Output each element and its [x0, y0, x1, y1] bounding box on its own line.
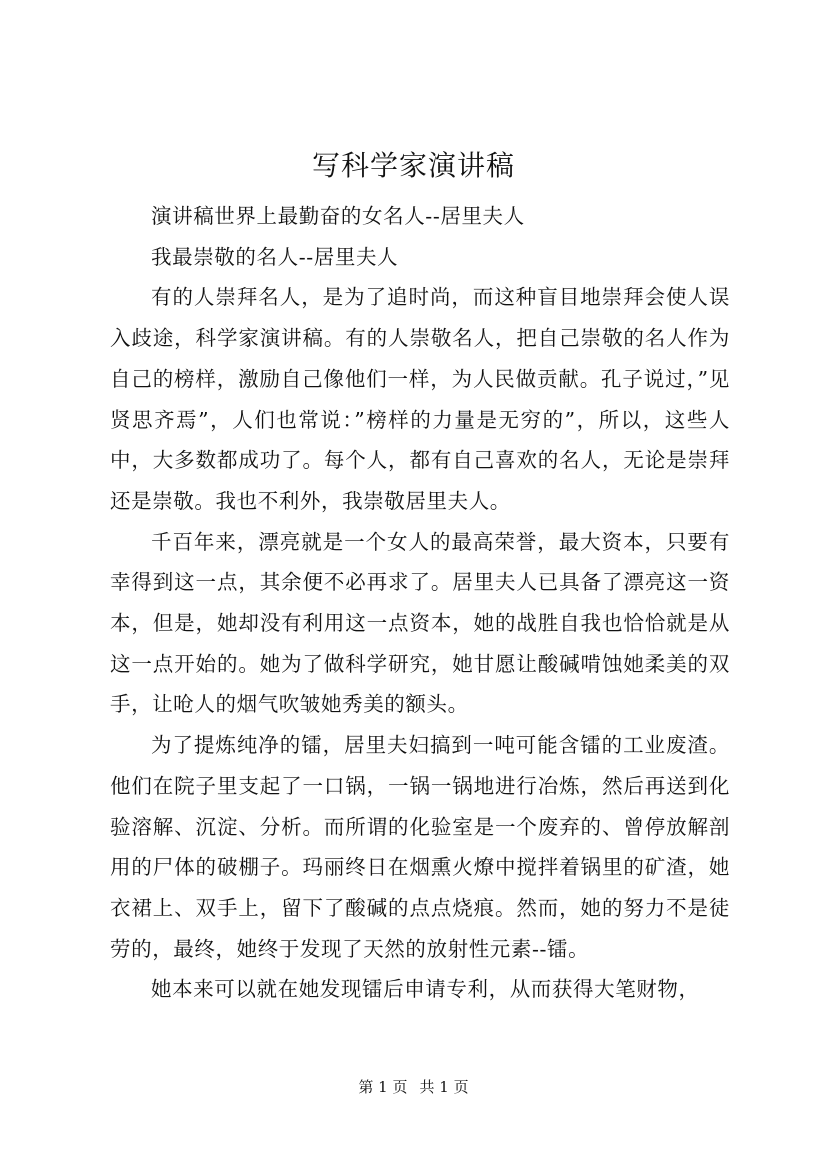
document-title: 写科学家演讲稿	[311, 149, 515, 182]
page-footer	[0, 1077, 827, 1097]
paragraph-4: 千百年来，漂亮就是一个女人的最高荣誉，最大资本，只要有幸得到这一点，其余便不必再求了。居里夫人已具备了漂亮这一资本，但是，她却没有利用这一点资本，她的战胜自我也恰恰就是从这一点开始的。她为了做科学研究，她甘愿让酸碱啃蚀她柔美的双手，让呛人的烟气吹皱她秀美的额头。	[110, 529, 730, 717]
paragraph-3: 有的人崇拜名人，是为了追时尚，而这种盲目地崇拜会使人误入歧途，科学家演讲稿。有的人崇敬名人，把自己崇敬的名人作为自己的榜样，激励自己像他们一样，为人民做贡献。孔子说过，”见贤思齐焉”，人们也常说：”榜样的力量是无穷的”，所以，这些人中，大多数都成功了。每个人，都有自己喜欢的名人，无论是崇拜还是崇敬。我也不利外，我崇敬居里夫人。	[110, 285, 730, 513]
paragraph-1: 演讲稿世界上最勤奋的女名人--居里夫人	[151, 204, 525, 228]
paragraph-6: 她本来可以就在她发现镭后申请专利，从而获得大笔财物，	[151, 977, 700, 1002]
paragraph-2: 我最崇敬的名人--居里夫人	[151, 244, 399, 269]
document-body	[110, 196, 730, 1010]
page-total: 共 1 页	[419, 1078, 469, 1096]
page-number: 第 1 页	[358, 1078, 408, 1096]
paragraph-5: 为了提炼纯净的镭，居里夫妇搞到一吨可能含镭的工业废渣。他们在院子里支起了一口锅，一锅一锅地进行冶炼，然后再送到化验溶解、沉淀、分析。而所谓的化验室是一个废弃的、曾停放解剖用的尸体的破棚子。玛丽终日在烟熏火燎中搅拌着锅里的矿渣，她衣裙上、双手上，留下了酸碱的点点烧痕。然而，她的努力不是徒劳的，最终，她终于发现了天然的放射性元素--镭。	[110, 733, 730, 961]
